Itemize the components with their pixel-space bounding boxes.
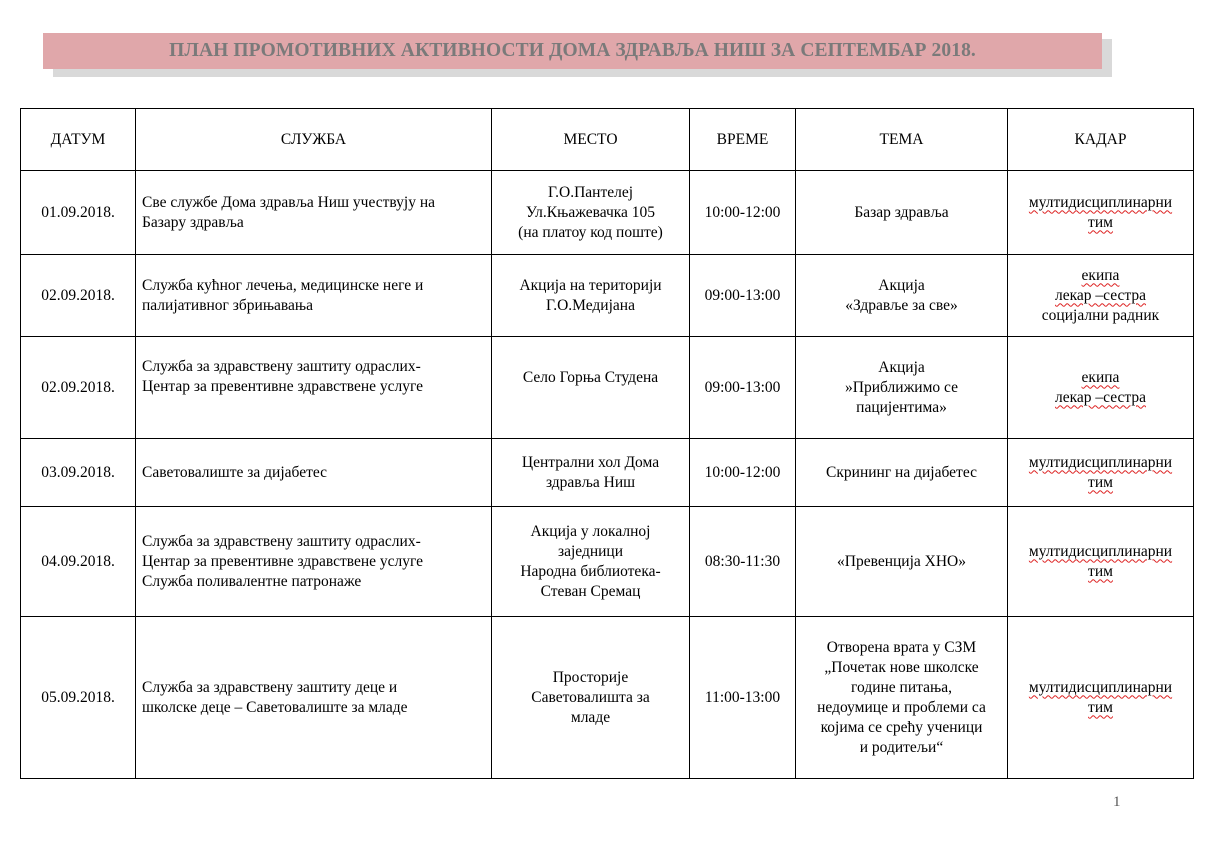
cell-time: 10:00-12:00	[690, 439, 796, 507]
table-row	[21, 337, 1194, 439]
cell-place: Акција на територији Г.О.Медијана	[492, 255, 690, 337]
cell-place: Централни хол Дома здравља Ниш	[492, 439, 690, 507]
cell-staff: мултидисциплинарни тим	[1008, 439, 1194, 507]
cell-date: 03.09.2018.	[21, 439, 136, 507]
cell-topic: Акција »Приближимо се пацијентима»	[796, 337, 1008, 439]
table-row	[21, 507, 1194, 617]
cell-place: Г.О.Пантелеј Ул.Књажевачка 105 (на платоу код поште)	[492, 171, 690, 255]
cell-service: Служба кућног лечења, медицинске неге и палијативног збрињавања	[136, 255, 492, 337]
cell-date: 02.09.2018.	[21, 255, 136, 337]
cell-date: 01.09.2018.	[21, 171, 136, 255]
cell-service: Саветовалиште за дијабетес	[136, 439, 492, 507]
table-row	[21, 171, 1194, 255]
page-title: ПЛАН ПРОМОТИВНИХ АКТИВНОСТИ ДОМА ЗДРАВЉА НИШ ЗА СЕПТЕМБАР 2018.	[169, 40, 976, 61]
header-service: СЛУЖБА	[136, 109, 492, 171]
cell-time: 09:00-13:00	[690, 255, 796, 337]
table-row	[21, 617, 1194, 779]
cell-time: 10:00-12:00	[690, 171, 796, 255]
cell-date: 02.09.2018.	[21, 337, 136, 439]
cell-service: Служба за здравствену заштиту одраслих- Центар за превентивне здравствене услуге Служба поливалентне патронаже	[136, 507, 492, 617]
cell-date: 04.09.2018.	[21, 507, 136, 617]
cell-topic: Отворена врата у СЗМ „Почетак нове школске године питања, недоумице и проблеми са којима се срећу ученици и родитељи“	[796, 617, 1008, 779]
title-box	[43, 31, 1102, 69]
table-row	[21, 439, 1194, 507]
cell-time: 09:00-13:00	[690, 337, 796, 439]
cell-topic: Скрининг на дијабетес	[796, 439, 1008, 507]
table-row	[21, 255, 1194, 337]
header-time: ВРЕМЕ	[690, 109, 796, 171]
cell-service: Све службе Дома здравља Ниш учествују на Базару здравља	[136, 171, 492, 255]
cell-service: Служба за здравствену заштиту деце и школске деце – Саветовалиште за младе	[136, 617, 492, 779]
cell-staff: мултидисциплинарни тим	[1008, 617, 1194, 779]
cell-place: Просторије Саветовалишта за младе	[492, 617, 690, 779]
cell-place: Село Горња Студена	[492, 337, 690, 439]
cell-topic: Акција «Здравље за све»	[796, 255, 1008, 337]
cell-date: 05.09.2018.	[21, 617, 136, 779]
header-topic: ТЕМА	[796, 109, 1008, 171]
cell-time: 08:30-11:30	[690, 507, 796, 617]
header-date: ДАТУМ	[21, 109, 136, 171]
table-header-row	[21, 109, 1194, 171]
cell-staff: екипа лекар –сестра социјални радник	[1008, 255, 1194, 337]
cell-topic: Базар здравља	[796, 171, 1008, 255]
cell-staff: екипа лекар –сестра	[1008, 337, 1194, 439]
cell-staff: мултидисциплинарни тим	[1008, 171, 1194, 255]
title-banner	[43, 31, 1102, 69]
cell-staff: мултидисциплинарни тим	[1008, 507, 1194, 617]
cell-place: Акција у локалној заједници Народна библиотека- Стеван Сремац	[492, 507, 690, 617]
cell-time: 11:00-13:00	[690, 617, 796, 779]
activity-plan-table	[20, 108, 1194, 779]
cell-service: Служба за здравствену заштиту одраслих- Центар за превентивне здравствене услуге	[136, 337, 492, 439]
header-staff: КАДАР	[1008, 109, 1194, 171]
cell-topic: «Превенција ХНО»	[796, 507, 1008, 617]
page-number: 1	[1113, 794, 1121, 810]
header-place: МЕСТО	[492, 109, 690, 171]
